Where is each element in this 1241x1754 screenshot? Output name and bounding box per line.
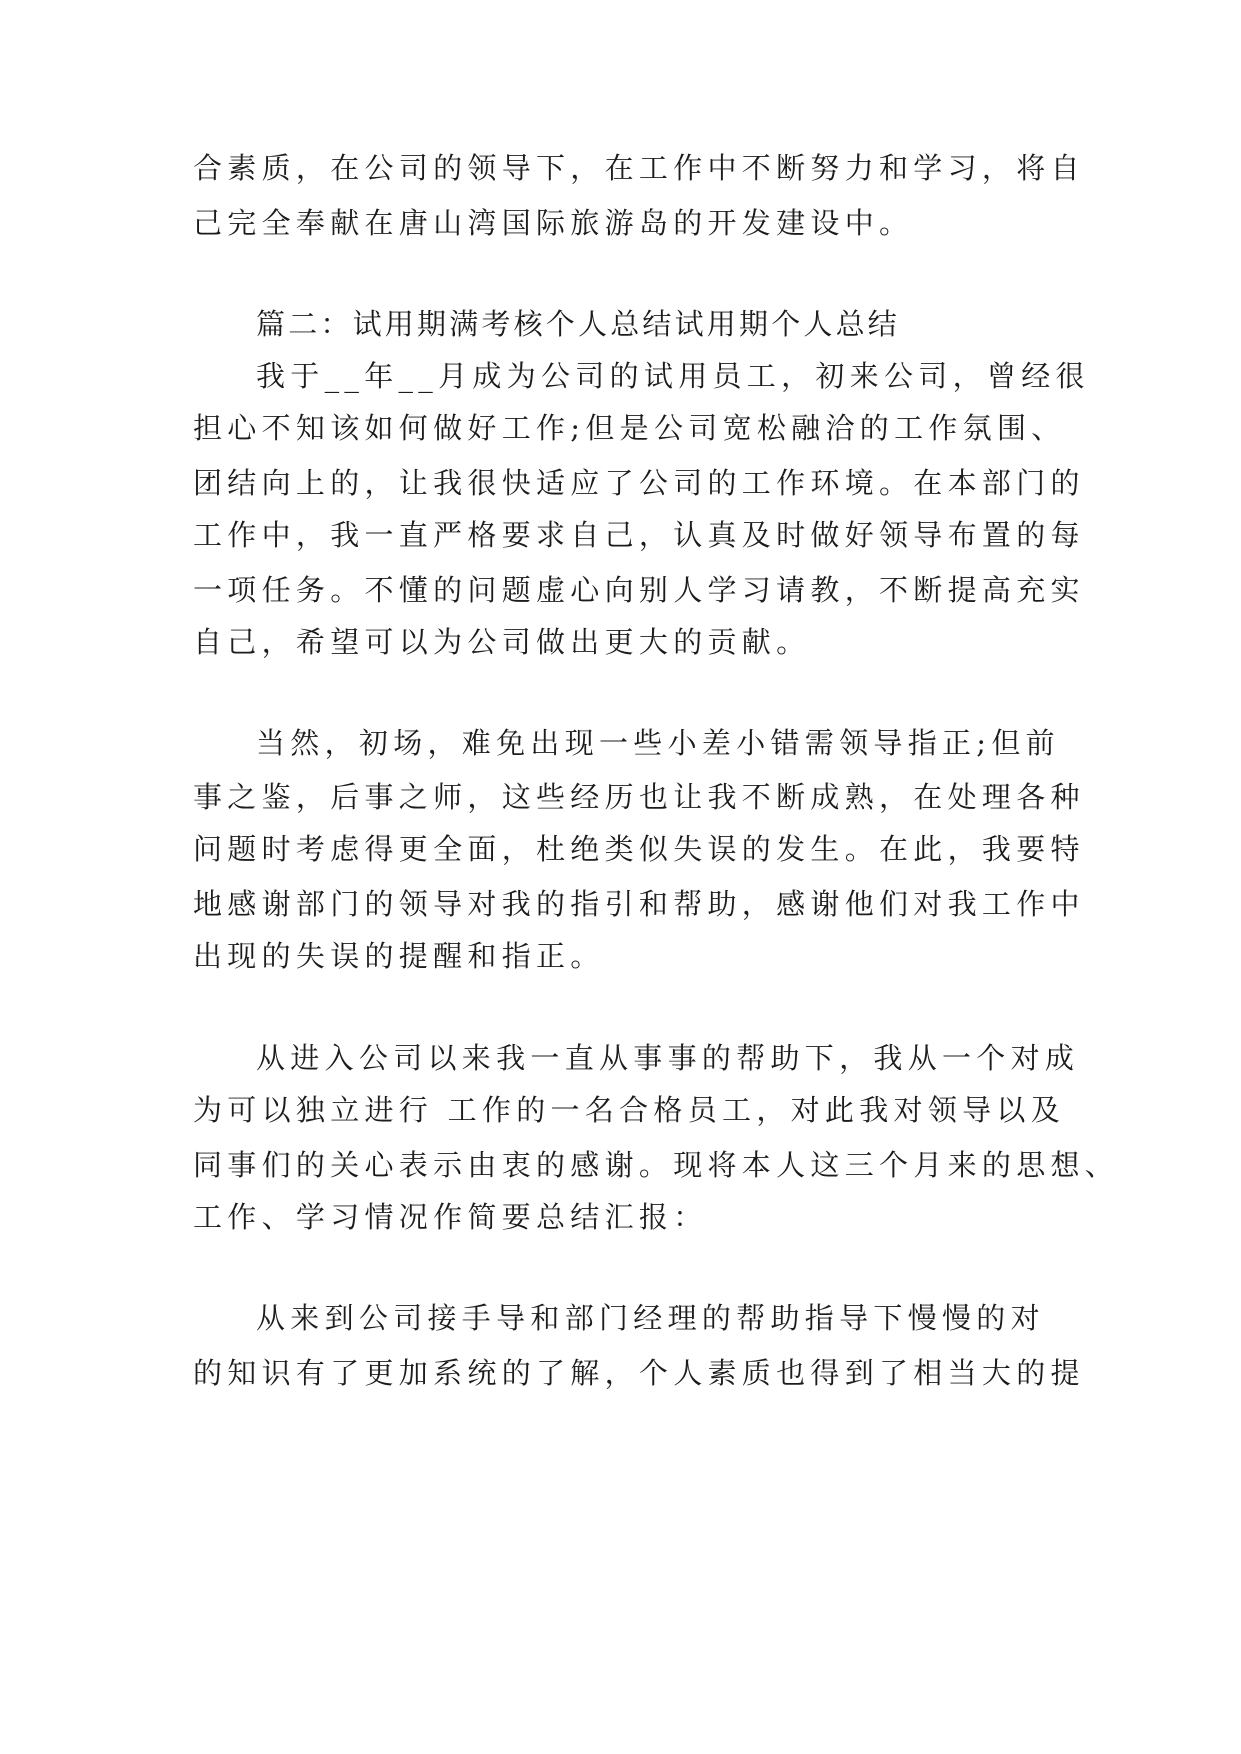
text-line: 合素质，在公司的领导下，在工作中不断努力和学习，将自 <box>193 151 1085 185</box>
text-line: 自己，希望可以为公司做出更大的贡献。 <box>193 625 811 659</box>
section-heading: 篇二：试用期满考核个人总结试用期个人总结 <box>256 307 901 341</box>
text-line: 一项任务。不懂的问题虚心向别人学习请教，不断提高充实 <box>193 573 1085 607</box>
text-line: 当然，初场，难免出现一些小差小错需领导指正;但前 <box>256 726 1060 760</box>
text-line: 己完全奉献在唐山湾国际旅游岛的开发建设中。 <box>193 206 914 240</box>
text-line: 为可以独立进行 工作的一名合格员工，对此我对领导以及 <box>193 1093 1066 1127</box>
text-line: 工作、学习情况作简要总结汇报： <box>193 1200 708 1234</box>
text-line: 工作中，我一直严格要求自己，认真及时做好领导布置的每 <box>193 518 1085 552</box>
text-line: 从来到公司接手导和部门经理的帮助指导下慢慢的对 <box>256 1301 1045 1335</box>
text-line: 我于__年__月成为公司的试用员工，初来公司，曾经很 <box>256 359 1090 393</box>
text-line: 事之鉴，后事之师，这些经历也让我不断成熟，在处理各种 <box>193 780 1085 814</box>
text-line: 问题时考虑得更全面，杜绝类似失误的发生。在此，我要特 <box>193 832 1085 866</box>
text-line: 团结向上的，让我很快适应了公司的工作环境。在本部门的 <box>193 466 1085 500</box>
text-line: 地感谢部门的领导对我的指引和帮助，感谢他们对我工作中 <box>193 887 1085 921</box>
text-line: 的知识有了更加系统的了解，个人素质也得到了相当大的提 <box>193 1356 1085 1390</box>
text-line: 出现的失误的提醒和指正。 <box>193 939 605 973</box>
text-line: 担心不知该如何做好工作;但是公司宽松融洽的工作氛围、 <box>193 411 1066 445</box>
text-line: 从进入公司以来我一直从事事的帮助下，我从一个对成 <box>256 1041 1080 1075</box>
text-line: 同事们的关心表示由衷的感谢。现将本人这三个月来的思想、 <box>193 1148 1120 1182</box>
